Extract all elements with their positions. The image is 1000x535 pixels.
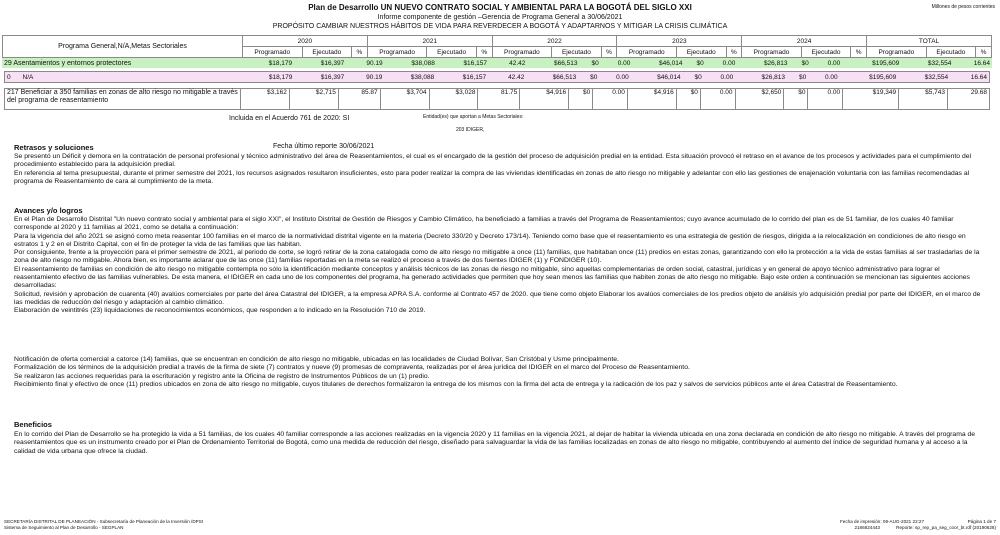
avances-body <box>14 216 986 316</box>
entities-label: Entidad(es) que aportan a Metas Sectoriales: <box>423 114 524 120</box>
retrasos-body <box>14 153 986 186</box>
entities-value: 203 IDIGER, <box>456 127 485 133</box>
value-cell: $18,179 <box>268 73 293 81</box>
subcol-programado: Programado <box>617 47 677 58</box>
value-cell: 90.19 <box>366 73 383 81</box>
subcol-ejecutado: Ejecutado <box>302 47 352 58</box>
meta-row <box>4 88 990 110</box>
subcol-percent: % <box>601 47 617 58</box>
value-cell: $66,513 <box>554 59 578 67</box>
value-cell: $0 <box>784 89 808 110</box>
paragraph: En el Plan de Desarrollo Distrital "Un nuevo contrato social y ambiental para el siglo XXI", el Instituto Distrital de Gestión de Riesgos y Cambio Climático, ha beneficiado a familias a través del Programa de Reasentamientos; cuyo avance acumulado de lo corrido del plan es de 51 familiar, de los cuales 40 familiar corresponde al 2020 y 11 familias al 2021, como se detalla a continuación: <box>14 216 954 232</box>
value-cell: $4,916 <box>627 89 676 110</box>
value-cell: $19,349 <box>843 89 899 110</box>
year-header: TOTAL <box>867 36 992 47</box>
subcol-ejecutado: Ejecutado <box>552 47 602 58</box>
paragraph: Para la vigencia del año 2021 se asignó como meta reasentar 100 familias en el marco de la normatividad distrital vigente en la materia (Decreto 330/20 y Decreto 173/14). Teniendo como base que el reasentamiento es una estrategia de gestión de riesgos, dirigida a la relocalización en condiciones de alto riesgo en estratos 1 y 2 en el Distrito Capital, con el fin de proteger la vida de las familias que las habitan. <box>14 232 966 248</box>
value-cell: 0.00 <box>808 89 843 110</box>
value-cell: $195,609 <box>869 73 897 81</box>
units-label: Millones de pesos corrientes <box>931 4 995 10</box>
subcol-percent: % <box>726 47 742 58</box>
value-cell: $2,650 <box>735 89 784 110</box>
paragraph: Formalización de los términos de la adquisición predial a través de la firma de siete (7) contratos y nueve (9) promesas de compraventa, realizadas por el área jurídica del IDIGER en el marco del Proceso de Reasentamiento. <box>14 364 690 372</box>
value-cell: 42.42 <box>509 59 526 67</box>
subcol-programado: Programado <box>742 47 802 58</box>
value-cell: 0.00 <box>824 73 838 81</box>
value-cell: $32,554 <box>924 73 949 81</box>
acciones-body <box>14 356 986 389</box>
paragraph: Notificación de oferta comercial a catorce (14) familias, que se encuentran en condición de alto riesgo no mitigable, ubicadas en las localidades de Ciudad Bolívar, San Cristóbal y Usme principalmente. <box>14 356 619 363</box>
report-title: Plan de Desarrollo UN NUEVO CONTRATO SOCIAL Y AMBIENTAL PARA LA BOGOTÁ DEL SIGLO XXI <box>308 3 692 12</box>
subcol-percent: % <box>476 47 492 58</box>
footer-org: SECRETARÍA DISTRITAL DE PLANEACIÓN - Subsecretaría de Planeación de la Inversión /DPSI <box>4 519 204 524</box>
page-number: Página 1 de 7 <box>967 519 996 524</box>
footer-system: Sistema de Seguimiento al Plan de Desarrollo - SEGPLAN <box>4 524 124 530</box>
paragraph: Recibimiento final y efectivo de once (11) predios ubicados en zona de alto riesgo no mitigable, cuyos titulares de derechos formalizaron la entrega de los mismos con la firma del acta de entrega y la radicación de los paz y salvos de servicios públicos ante el área Catastral de Reasentamiento. <box>14 380 898 388</box>
subcol-ejecutado: Ejecutado <box>427 47 477 58</box>
paragraph: Elaboración de veintitrés (23) liquidaciones de reconocimientos económicos, que responden a lo indicado en la Resolución 710 de 2019. <box>14 307 426 315</box>
purpose-line: PROPÓSITO CAMBIAR NUESTROS HÁBITOS DE VIDA PARA REVERDECER A BOGOTÁ Y ADAPTARNOS Y MITIGAR LA CRISIS CLIMÁTICA <box>272 23 728 30</box>
na-row <box>4 71 990 83</box>
value-cell: 0.00 <box>616 73 629 81</box>
value-cell: 81.75 <box>478 89 520 110</box>
value-cell: $46,014 <box>658 59 683 67</box>
report-code: 2186824443 <box>854 524 880 530</box>
value-cell: $16,157 <box>462 73 487 81</box>
subcol-ejecutado: Ejecutado <box>926 47 976 58</box>
value-cell: $0 <box>798 73 807 81</box>
report-file: Reporte: sp_rep_pa_seg_coor_bt.rdf (20190628) <box>896 524 996 530</box>
report-subtitle: Informe componente de gestión –Gerencia de Programa General a 30/06/2021 <box>377 14 623 21</box>
report-date: Fecha último reporte 30/06/2021 <box>273 143 375 150</box>
value-cell: $3,162 <box>241 89 290 110</box>
footer-right <box>840 519 996 530</box>
included-note: Incluida en el Acuerdo 761 de 2020: SI <box>229 115 350 122</box>
year-header: 2022 <box>492 36 617 47</box>
subcol-programado: Programado <box>367 47 427 58</box>
value-cell: 85.87 <box>338 89 380 110</box>
value-cell: $195,609 <box>872 59 900 67</box>
value-cell: 16.64 <box>970 73 987 81</box>
value-cell: $0 <box>590 73 598 81</box>
subcol-percent: % <box>851 47 867 58</box>
paragraph: El reasentamiento de familias en condición de alto riesgo no mitigable contempla no sólo la identificación mediante conceptos y análisis técnicos de las zonas de riesgo no mitigable, sino aquellas complementarias de orden social, catastral, jurídicas y en general de apoyo técnico administrativo para lograr el reasentamiento efectivo de las familias vulnerables. De esta manera, el IDIGER en cada uno de los componentes del programa, ha generado actividades que permiten que hoy sean menos las familias que habiten zonas de alto riesgo no mitigable. Bajo este orden a continuación se mencionan las siguientes acciones desarrolladas: <box>14 265 970 290</box>
row-label: N/A <box>22 73 34 81</box>
value-cell: $0 <box>694 73 702 81</box>
value-cell: $0 <box>591 59 599 67</box>
subcol-programado: Programado <box>867 47 927 58</box>
year-header: 2024 <box>742 36 867 47</box>
paragraph: En referencia al tema presupuestal, durante el primer semestre del 2021, los recursos asignados resultaron insuficientes, esto para poder realizar la compra de las viviendas identificadas en zonas de alto riesgo no mitigable y adelantar con ello las gestiones de enajenación voluntaria con las familias recomendadas al programa de Reasentamiento de cara al cumplimiento de la meta. <box>14 169 970 185</box>
value-cell: $3,028 <box>429 89 478 110</box>
value-cell: $26,813 <box>761 73 786 81</box>
value-cell: 0.00 <box>617 59 631 67</box>
value-cell: 90.19 <box>366 59 383 67</box>
value-cell: $18,179 <box>268 59 293 67</box>
paragraph: En lo corrido del Plan de Desarrollo se ha protegido la vida a 51 familias, de los cuales 40 familiar corresponde a las acciones realizadas en la vigencia 2020 y 11 familias en la vigencia 2021, al dejar de habitar la vivienda ubicada en una zona declarada en condición de alto riesgo no mitigable. A través del programa de reasentamientos que es un instrumento creado por el Plan de Ordenamiento Territorial de Bogotá, como una medida de reducción del riesgo, diseñado para salvaguardar la vida de las familias localizadas en zonas de alto riesgo no mitigable, contribuyendo al aumento del índice de seguridad humana y al acceso a la calidad de vida urbana que ofrece la ciudad. <box>14 431 976 455</box>
value-cell: $0 <box>801 59 809 67</box>
value-cell: 29.68 <box>948 89 990 110</box>
value-cell: 0.00 <box>827 59 841 67</box>
value-cell: $16,397 <box>320 73 345 81</box>
subcol-programado: Programado <box>492 47 552 58</box>
value-cell: 0.00 <box>700 89 735 110</box>
subcol-percent: % <box>976 47 992 58</box>
beneficios-title: Beneficios <box>14 420 52 429</box>
paragraph: Solicitud, revisión y aprobación de cuarenta (40) avalúos comerciales por parte del área Catastral del IDIGER, a la empresa APRA S.A. conforme al Contrato 457 de 2020. que tiene como objeto Elaborar los avalúos comerciales de los predios objeto de análisis y/o adquisición predial por parte del IDIGER, en el marco de las medidas de reducción del riesgo y adaptación al cambio climático. <box>14 290 981 306</box>
paragraph: Se realizaron las acciones requeridas para la escrituración y registro ante la Oficina de registro de Instrumentos Públicos de un (1) predio. <box>14 372 430 380</box>
row-code: 0 <box>7 73 11 81</box>
print-date: Fecha de impresión: 09-AUG-2021 22:27 <box>840 519 925 524</box>
paragraph: Por consiguiente, frente a la proyección para el primer semestre de 2021, al periodo de corte, se logró retirar de la zona catalogada como de alto riesgo no mitigable a once (11) familias, que habitaban once (11) predios en estas zonas, garantizando con ello la protección a la vida de estas familias al ser trasladarlas de la zona de alto riesgo no mitigable. Ahora bien, es importante aclarar que de las once (11) familias reportadas en la meta se realizó el proceso a través de dos fuentes IDIGER (1) y FONDIGER (10). <box>14 249 980 265</box>
value-cell: $4,916 <box>520 89 569 110</box>
value-cell: $46,014 <box>657 73 681 81</box>
first-col-header: Programa General,N/A,Metas Sectoriales <box>3 36 243 58</box>
value-cell: $0 <box>676 89 700 110</box>
subcol-ejecutado: Ejecutado <box>801 47 851 58</box>
value-cell: $0 <box>696 59 704 67</box>
value-cell: 0.00 <box>720 73 734 81</box>
subcol-ejecutado: Ejecutado <box>676 47 726 58</box>
paragraph: Se presentó un Déficit y demora en la contratación de personal profesional y técnico administrativo del área de Reasentamientos, el cual es el encargado de la gestión del proceso de adquisición predial en la entidad. Esta situación provocó el retraso en el avance de los procesos y actividades para el cumplimiento del procedimiento establecido para la adquisición predial. <box>14 153 972 169</box>
beneficios-body <box>14 431 986 456</box>
value-cell: $3,704 <box>380 89 429 110</box>
value-cell: 0.00 <box>722 59 736 67</box>
avances-title: Avances y/o logros <box>14 206 83 215</box>
year-header: 2020 <box>243 36 368 47</box>
year-header: 2023 <box>617 36 742 47</box>
value-cell: $38,088 <box>411 59 435 67</box>
subcol-programado: Programado <box>243 47 303 58</box>
value-cell: $16,157 <box>463 59 487 67</box>
value-cell: $66,513 <box>552 73 577 81</box>
year-header: 2021 <box>367 36 492 47</box>
row-label: 217 Beneficiar a 350 familias en zonas de alto riesgo no mitigable a través del programa de reasentamiento <box>5 89 241 110</box>
retrasos-title: Retrasos y soluciones <box>14 143 94 152</box>
budget-table-header <box>2 35 992 58</box>
value-cell: $16,397 <box>320 59 345 67</box>
value-cell: $26,813 <box>763 59 788 67</box>
value-cell: 0.00 <box>593 89 628 110</box>
row-label: 29 Asentamientos y entornos protectores <box>4 59 132 67</box>
value-cell: $2,715 <box>289 89 338 110</box>
value-cell: $5,743 <box>899 89 948 110</box>
footer-left <box>4 519 203 530</box>
value-cell: $32,554 <box>927 59 952 67</box>
program-row <box>2 58 992 68</box>
value-cell: 42.42 <box>508 73 525 81</box>
value-cell: $0 <box>569 89 593 110</box>
value-cell: 16.64 <box>973 59 990 67</box>
subcol-percent: % <box>352 47 368 58</box>
value-cell: $38,088 <box>410 73 435 81</box>
